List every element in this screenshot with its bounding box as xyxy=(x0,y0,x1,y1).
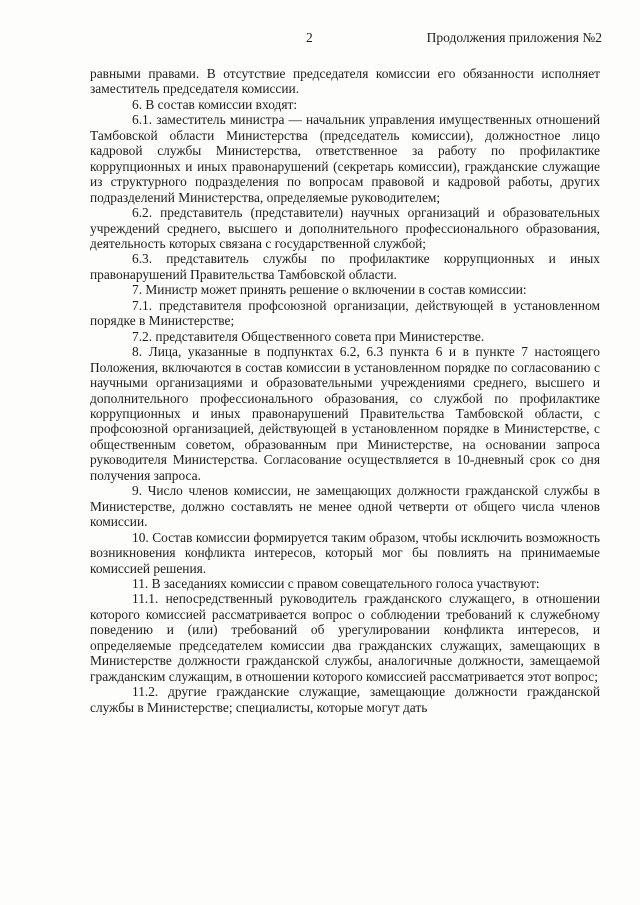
paragraph: 10. Состав комиссии формируется таким образом, чтобы исключить возможность возникновения конфликта интересов, который мог бы повлиять на принимаемые комиссией решения. xyxy=(90,529,600,576)
paragraph: 7.1. представителя профсоюзной организации, действующей в установленном порядке в Министерстве; xyxy=(90,297,600,329)
paragraph: 7.2. представителя Общественного совета при Министерстве. xyxy=(132,328,485,344)
continuation-label: Продолжения приложения №2 xyxy=(426,30,602,45)
paragraph: 6.1. заместитель министра — начальник управления имущественных отношений Тамбовской области Министерства (председатель комиссии), должностное лицо кадровой службы Министерства, ответственное за работу по профилактике коррупционных и иных правонарушений (секретарь комиссии), гражданские служащие из структурного подразделения по вопросам правовой и кадровой работы, других подразделений Министерства, определяемые руководителем; xyxy=(90,112,600,205)
paragraph: равными правами. В отсутствие председателя комиссии его обязанности исполняет заместитель председателя комиссии. xyxy=(90,66,600,97)
paragraph: 11. В заседаниях комиссии с правом совещательного голоса участвуют: xyxy=(132,575,540,591)
paragraph: 6.3. представитель службы по профилактике коррупционных и иных правонарушений Правительства Тамбовской области. xyxy=(90,251,600,282)
paragraph: 9. Число членов комиссии, не замещающих должности гражданской службы в Министерстве, должно составлять не менее одной четверти от общего числа членов комиссии. xyxy=(90,483,600,530)
paragraph: 11.1. непосредственный руководитель гражданского служащего, в отношении которого комиссией рассматривается вопрос о соблюдении требований к служебному поведению и (или) требований об урегулировании конфликта интересов, и определяемые председателем комиссии два гражданских служащих, замещающих в Министерстве должности гражданской службы, аналогичные должности, замещаемой гражданским служащим, в отношении которого комиссией рассматривается этот вопрос; xyxy=(90,591,600,684)
paragraph: 6. В состав комиссии входят: xyxy=(132,96,298,112)
document-body xyxy=(90,66,600,715)
page-number: 2 xyxy=(306,30,313,45)
paragraph: 8. Лица, указанные в подпунктах 6.2, 6.3 пункта 6 и в пункте 7 настоящего Положения, включаются в состав комиссии в установленном порядке по согласованию с научными организациями и образовательными учреждениями среднего, высшего и дополнительного профессионального образования, со службой по профилактике коррупционных и иных правонарушений Правительства Тамбовской области, с профсоюзной организацией, действующей в установленном порядке в Министерстве, с общественным советом, образованным при Министерстве, на основании запроса руководителя Министерства. Согласование осуществляется в 10-дневный срок со дня получения запроса. xyxy=(90,344,600,483)
paragraph: 7. Министр может принять решение о включении в состав комиссии: xyxy=(132,282,527,298)
page-header xyxy=(0,30,640,50)
paragraph: 11.2. другие гражданские служащие, замещающие должности гражданской службы в Министерстве; специалисты, которые могут дать xyxy=(90,684,600,715)
paragraph: 6.2. представитель (представители) научных организаций и образовательных учреждений среднего, высшего и дополнительного профессионального образования, деятельность которых связана с государственной службой; xyxy=(90,205,600,251)
